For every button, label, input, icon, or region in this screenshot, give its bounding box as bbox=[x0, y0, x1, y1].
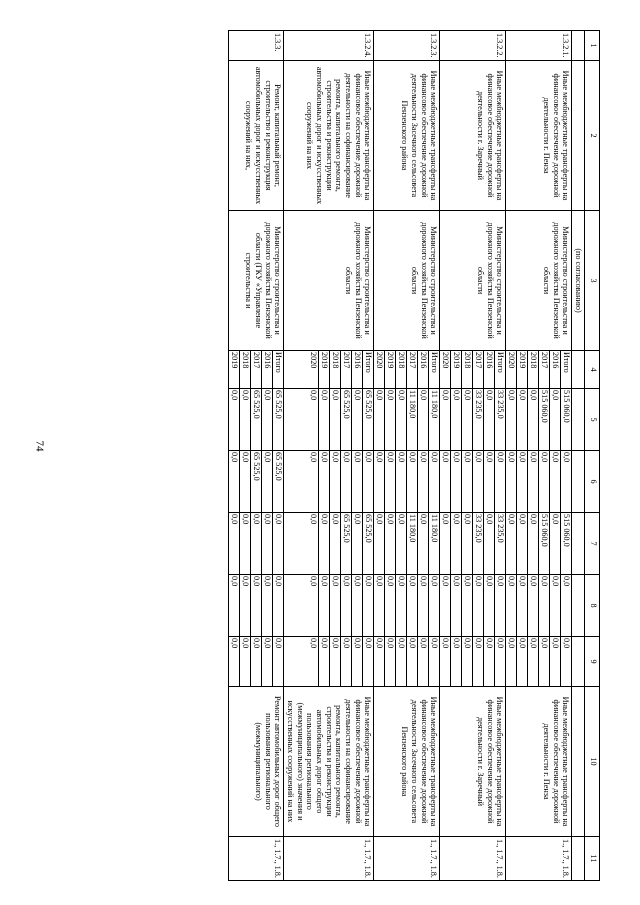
row-col6 bbox=[229, 451, 284, 513]
row-col6-value: 0,0 bbox=[516, 451, 527, 512]
row-col9-value: 0,0 bbox=[483, 637, 494, 686]
row-col6-value: 0,0 bbox=[318, 451, 329, 512]
row-col8-value: 0,0 bbox=[375, 576, 385, 587]
row-years-value: 2019 bbox=[516, 351, 527, 388]
table-row bbox=[440, 31, 506, 881]
row-executor: Министерство строительства и дорожного хозяйства Пензенской области bbox=[374, 211, 440, 351]
row-col5-value: 11 180,0 bbox=[406, 389, 417, 450]
row-col7-value: 0,0 bbox=[461, 513, 472, 574]
row-col6-value: 0,0 bbox=[472, 451, 483, 512]
row-col5-value: 0,0 bbox=[450, 389, 461, 450]
header-col-11: 11 bbox=[585, 837, 600, 881]
row-ref: 1., 1.7., 1.8. bbox=[229, 837, 284, 881]
row-col5-value: 33 235,0 bbox=[472, 389, 483, 450]
row-col7-value: 0,0 bbox=[230, 514, 240, 525]
row-col5-value: 0,0 bbox=[318, 389, 329, 450]
row-years-value: 2016 bbox=[351, 351, 362, 388]
row-col9-value: 0,0 bbox=[527, 637, 538, 686]
row-years-value: 2017 bbox=[538, 351, 549, 388]
row-col6-value: 0,0 bbox=[395, 451, 406, 512]
row-col6-value: 0,0 bbox=[450, 451, 461, 512]
row-col7-value: 515 060,0 bbox=[560, 513, 571, 574]
header-col-5: 5 bbox=[585, 389, 600, 451]
page-number: 74 bbox=[33, 440, 46, 452]
row-col6 bbox=[374, 451, 440, 513]
row-col7 bbox=[374, 513, 440, 575]
header-row bbox=[585, 31, 600, 881]
header-col-3: 3 bbox=[585, 211, 600, 351]
row-code: 1.3.2.2. bbox=[440, 31, 506, 61]
row-col6-value: 0,0 bbox=[538, 451, 549, 512]
row-col9-value: 0,0 bbox=[230, 638, 240, 649]
row-col9-value: 0,0 bbox=[250, 637, 261, 686]
row-col9 bbox=[374, 637, 440, 687]
row-col9-value: 0,0 bbox=[351, 637, 362, 686]
row-ref: 1., 1.7., 1.8. bbox=[284, 837, 374, 881]
row-col8-value: 0,0 bbox=[309, 576, 319, 587]
row-col9-value: 0,0 bbox=[406, 637, 417, 686]
row-years-value: 2016 bbox=[483, 351, 494, 388]
row-name: Иные межбюджетные трансферты на финансовое обеспечение дорожной деятельности г. Заречный bbox=[440, 61, 506, 211]
row-col7-value: 0,0 bbox=[483, 513, 494, 574]
row-col5-value: 0,0 bbox=[239, 389, 250, 450]
row-col7-value: 0,0 bbox=[329, 513, 340, 574]
row-col8-value: 0,0 bbox=[406, 575, 417, 636]
row-col9-value: 0,0 bbox=[395, 637, 406, 686]
row-col7-value: 0,0 bbox=[318, 513, 329, 574]
row-years-value: 2020 bbox=[507, 352, 517, 369]
row-col9-value: 0,0 bbox=[461, 637, 472, 686]
row-col8-value: 0,0 bbox=[527, 575, 538, 636]
row-col6-value: 0,0 bbox=[560, 451, 571, 512]
row-code: 1.3.2.4. bbox=[284, 31, 374, 61]
row-col9-value: 0,0 bbox=[494, 637, 505, 686]
row-col7-value: 65 525,0 bbox=[362, 513, 373, 574]
row-col5 bbox=[374, 389, 440, 451]
row-col7-value: 0,0 bbox=[395, 513, 406, 574]
row-result: Иные межбюджетные трансферты на финансовое обеспечение дорожной деятельности г. Заречный bbox=[440, 687, 506, 837]
row-col6-value: 65 525,0 bbox=[272, 451, 283, 512]
row-code: 1.3.2.1. bbox=[506, 31, 572, 61]
row-col9-value: 0,0 bbox=[472, 637, 483, 686]
row-name: Иные межбюджетные трансферты на финансовое обеспечение дорожной деятельности Засечного сельсовета Пензенского района bbox=[374, 61, 440, 211]
row-col5-value: 0,0 bbox=[395, 389, 406, 450]
row-col9-value: 0,0 bbox=[309, 638, 319, 649]
row-years-value: Итого bbox=[362, 351, 373, 388]
row-years-value: 2017 bbox=[472, 351, 483, 388]
row-result: Иные межбюджетные трансферты на финансовое обеспечение дорожной деятельности на софинансирование ремонта, капитального ремонта, строительства и реконструкции автомобильных дорог общего пользования регионального (межмуниципального) значения и искусственных сооружений на них bbox=[284, 687, 374, 837]
row-col6-value: 65 525,0 bbox=[250, 451, 261, 512]
row-col8-value: 0,0 bbox=[450, 575, 461, 636]
row-col5-value: 0,0 bbox=[329, 389, 340, 450]
row-col7-value: 0,0 bbox=[441, 514, 451, 525]
row-years bbox=[440, 351, 506, 389]
row-years-value: Итого bbox=[560, 351, 571, 388]
row-name: Иные межбюджетные трансферты на финансовое обеспечение дорожной деятельности г. Пенза bbox=[506, 61, 572, 211]
row-col7 bbox=[440, 513, 506, 575]
row-years-value: Итого bbox=[272, 351, 283, 388]
row-years-value: 2019 bbox=[230, 352, 240, 369]
row-col7-value: 0,0 bbox=[549, 513, 560, 574]
row-col9-value: 0,0 bbox=[239, 637, 250, 686]
row-col5 bbox=[284, 389, 374, 451]
row-col8-value: 0,0 bbox=[441, 576, 451, 587]
row-col7-value: 0,0 bbox=[516, 513, 527, 574]
row-col8 bbox=[440, 575, 506, 637]
row-years-value: 2020 bbox=[309, 352, 319, 369]
row-col8-value: 0,0 bbox=[340, 575, 351, 636]
row-col6-value: 0,0 bbox=[261, 451, 272, 512]
row-col9-value: 0,0 bbox=[549, 637, 560, 686]
row-result: Иные межбюджетные трансферты на финансовое обеспечение дорожной деятельности Засечного сельсовета Пензенского района bbox=[374, 687, 440, 837]
row-col9-value: 0,0 bbox=[318, 637, 329, 686]
row-col9-value: 0,0 bbox=[560, 637, 571, 686]
row-years-value: 2018 bbox=[527, 351, 538, 388]
row-col8-value: 0,0 bbox=[318, 575, 329, 636]
row-col7-value: 0,0 bbox=[507, 514, 517, 525]
row-col9 bbox=[229, 637, 284, 687]
row-col5-value: 0,0 bbox=[384, 389, 395, 450]
row-col9 bbox=[440, 637, 506, 687]
row-col5-value: 0,0 bbox=[261, 389, 272, 450]
row-col6 bbox=[284, 451, 374, 513]
row-col8-value: 0,0 bbox=[272, 575, 283, 636]
row-col7-value: 33 235,0 bbox=[472, 513, 483, 574]
row-col7-value: 0,0 bbox=[239, 513, 250, 574]
table-row bbox=[506, 31, 572, 881]
header-col-9: 9 bbox=[585, 637, 600, 687]
row-col6-value: 0,0 bbox=[483, 451, 494, 512]
row-col7-value: 65 525,0 bbox=[340, 513, 351, 574]
row-col5-value: 0,0 bbox=[507, 390, 517, 401]
row-years-value: 2018 bbox=[239, 351, 250, 388]
row-col9-value: 0,0 bbox=[329, 637, 340, 686]
header-col-4: 4 bbox=[585, 351, 600, 389]
row-result: Ремонт автомобильных дорог общего пользования регионального (межмуниципального) bbox=[229, 687, 284, 837]
row-col6-value: 0,0 bbox=[362, 451, 373, 512]
row-col8-value: 0,0 bbox=[384, 575, 395, 636]
row-years-value: 2019 bbox=[318, 351, 329, 388]
row-col6-value: 0,0 bbox=[230, 452, 240, 463]
row-col5-value: 515 060,0 bbox=[560, 389, 571, 450]
row-col6-value: 0,0 bbox=[406, 451, 417, 512]
row-col8-value: 0,0 bbox=[560, 575, 571, 636]
row-col6-value: 0,0 bbox=[340, 451, 351, 512]
row-col8-value: 0,0 bbox=[483, 575, 494, 636]
row-col6-value: 0,0 bbox=[507, 452, 517, 463]
row-col8-value: 0,0 bbox=[261, 575, 272, 636]
row-col7-value: 33 235,0 bbox=[494, 513, 505, 574]
row-col6-value: 0,0 bbox=[239, 451, 250, 512]
row-col6-value: 0,0 bbox=[549, 451, 560, 512]
row-col9-value: 0,0 bbox=[516, 637, 527, 686]
table-row bbox=[229, 31, 284, 881]
row-years-value: 2016 bbox=[261, 351, 272, 388]
row-col7-value: 0,0 bbox=[527, 513, 538, 574]
row-col9-value: 0,0 bbox=[362, 637, 373, 686]
row-years-value: 2019 bbox=[450, 351, 461, 388]
row-col7-value: 0,0 bbox=[417, 513, 428, 574]
row-col6-value: 0,0 bbox=[494, 451, 505, 512]
row-col9-value: 0,0 bbox=[272, 637, 283, 686]
row-col8 bbox=[374, 575, 440, 637]
row-col7-value: 11 180,0 bbox=[428, 513, 439, 574]
row-result: Иные межбюджетные трансферты на финансовое обеспечение дорожной деятельности г. Пенза bbox=[506, 687, 572, 837]
row-col7-value: 0,0 bbox=[261, 513, 272, 574]
header-col-10: 10 bbox=[585, 687, 600, 837]
row-col8-value: 0,0 bbox=[472, 575, 483, 636]
budget-table bbox=[228, 30, 600, 881]
row-col7-value: 0,0 bbox=[384, 513, 395, 574]
row-col9-value: 0,0 bbox=[507, 638, 517, 649]
header-col-1: 1 bbox=[585, 31, 600, 61]
row-col6-value: 0,0 bbox=[384, 451, 395, 512]
row-col9-value: 0,0 bbox=[384, 637, 395, 686]
row-col5-value: 0,0 bbox=[483, 389, 494, 450]
row-col6-value: 0,0 bbox=[329, 451, 340, 512]
row-years-value: 2017 bbox=[406, 351, 417, 388]
row-col8-value: 0,0 bbox=[329, 575, 340, 636]
row-col5-value: 0,0 bbox=[375, 390, 385, 401]
row-col5-value: 0,0 bbox=[441, 390, 451, 401]
row-col7-value: 11 180,0 bbox=[406, 513, 417, 574]
row-years-value: 2018 bbox=[395, 351, 406, 388]
note-row bbox=[572, 31, 585, 881]
row-col8-value: 0,0 bbox=[351, 575, 362, 636]
row-years-value: 2017 bbox=[340, 351, 351, 388]
row-col5-value: 65 525,0 bbox=[250, 389, 261, 450]
row-executor: Министерство строительства и дорожного хозяйства Пензенской области bbox=[506, 211, 572, 351]
row-col5-value: 0,0 bbox=[527, 389, 538, 450]
row-years-value: Итого bbox=[494, 351, 505, 388]
row-col7-value: 0,0 bbox=[272, 513, 283, 574]
row-col5-value: 11 180,0 bbox=[428, 389, 439, 450]
row-years bbox=[506, 351, 572, 389]
row-col7-value: 0,0 bbox=[309, 514, 319, 525]
note-cell: (по согласованию) bbox=[572, 211, 585, 351]
row-years-value: 2016 bbox=[549, 351, 560, 388]
row-col5-value: 33 235,0 bbox=[494, 389, 505, 450]
row-years-value: 2020 bbox=[375, 352, 385, 369]
row-col8-value: 0,0 bbox=[362, 575, 373, 636]
row-col9-value: 0,0 bbox=[428, 637, 439, 686]
table-row bbox=[374, 31, 440, 881]
row-col5-value: 65 525,0 bbox=[272, 389, 283, 450]
row-code: 1.3.3. bbox=[229, 31, 284, 61]
row-col8-value: 0,0 bbox=[549, 575, 560, 636]
row-years-value: Итого bbox=[428, 351, 439, 388]
row-years-value: 2017 bbox=[250, 351, 261, 388]
row-col9-value: 0,0 bbox=[261, 637, 272, 686]
row-col6 bbox=[506, 451, 572, 513]
row-col8-value: 0,0 bbox=[230, 576, 240, 587]
row-col7-value: 0,0 bbox=[351, 513, 362, 574]
row-col7-value: 0,0 bbox=[375, 514, 385, 525]
row-years-value: 2018 bbox=[461, 351, 472, 388]
header-col-8: 8 bbox=[585, 575, 600, 637]
row-years bbox=[284, 351, 374, 389]
row-executor: Министерство строительства и дорожного хозяйства Пензенской области (ГКУ «Управление строительства и bbox=[229, 211, 284, 351]
header-col-7: 7 bbox=[585, 513, 600, 575]
row-col8-value: 0,0 bbox=[516, 575, 527, 636]
row-col5-value: 515 060,0 bbox=[538, 389, 549, 450]
row-col8 bbox=[284, 575, 374, 637]
row-col5-value: 0,0 bbox=[461, 389, 472, 450]
row-col8 bbox=[506, 575, 572, 637]
row-col5-value: 0,0 bbox=[516, 389, 527, 450]
row-col9-value: 0,0 bbox=[375, 638, 385, 649]
row-col6-value: 0,0 bbox=[428, 451, 439, 512]
row-col9-value: 0,0 bbox=[441, 638, 451, 649]
row-col8-value: 0,0 bbox=[507, 576, 517, 587]
row-col5 bbox=[440, 389, 506, 451]
row-col6-value: 0,0 bbox=[527, 451, 538, 512]
row-years-value: 2016 bbox=[417, 351, 428, 388]
row-ref: 1., 1.7., 1.8. bbox=[440, 837, 506, 881]
row-col7 bbox=[506, 513, 572, 575]
row-col8-value: 0,0 bbox=[250, 575, 261, 636]
row-col7 bbox=[284, 513, 374, 575]
row-col9-value: 0,0 bbox=[450, 637, 461, 686]
row-code: 1.3.2.3. bbox=[374, 31, 440, 61]
row-col9 bbox=[284, 637, 374, 687]
rotated-table-wrapper bbox=[80, 30, 600, 880]
header-col-2: 2 bbox=[585, 61, 600, 211]
row-col6-value: 0,0 bbox=[461, 451, 472, 512]
row-col8-value: 0,0 bbox=[538, 575, 549, 636]
row-years bbox=[229, 351, 284, 389]
row-col8-value: 0,0 bbox=[428, 575, 439, 636]
row-col5 bbox=[229, 389, 284, 451]
row-col5-value: 0,0 bbox=[351, 389, 362, 450]
row-col8 bbox=[229, 575, 284, 637]
header-col-6: 6 bbox=[585, 451, 600, 513]
row-years bbox=[374, 351, 440, 389]
row-ref: 1., 1.7., 1.8. bbox=[506, 837, 572, 881]
table-body bbox=[229, 31, 585, 881]
row-col8-value: 0,0 bbox=[494, 575, 505, 636]
row-col5 bbox=[506, 389, 572, 451]
row-col6-value: 0,0 bbox=[417, 451, 428, 512]
row-col9-value: 0,0 bbox=[417, 637, 428, 686]
row-col7 bbox=[229, 513, 284, 575]
row-col8-value: 0,0 bbox=[395, 575, 406, 636]
row-col6-value: 0,0 bbox=[375, 452, 385, 463]
row-name: Ремонт, капитальный ремонт, строительство и реконструкция автомобильных дорог и искусственных сооружений на них, bbox=[229, 61, 284, 211]
row-ref: 1., 1.7., 1.8. bbox=[374, 837, 440, 881]
row-col7-value: 515 060,0 bbox=[538, 513, 549, 574]
row-col5-value: 0,0 bbox=[417, 389, 428, 450]
row-col5-value: 65 525,0 bbox=[340, 389, 351, 450]
row-col8-value: 0,0 bbox=[239, 575, 250, 636]
row-name: Иные межбюджетные трансферты на финансовое обеспечение дорожной деятельности на софинансирование ремонта, капитального ремонта, строительства и реконструкции автомобильных дорог и искусственных сооружений на них bbox=[284, 61, 374, 211]
row-col6-value: 0,0 bbox=[309, 452, 319, 463]
row-col5-value: 65 525,0 bbox=[362, 389, 373, 450]
row-col7-value: 0,0 bbox=[250, 513, 261, 574]
row-executor: Министерство строительства и дорожного хозяйства Пензенской области bbox=[440, 211, 506, 351]
row-years-value: 2020 bbox=[441, 352, 451, 369]
row-col6 bbox=[440, 451, 506, 513]
row-col6-value: 0,0 bbox=[351, 451, 362, 512]
row-col5-value: 0,0 bbox=[549, 389, 560, 450]
row-col7-value: 0,0 bbox=[450, 513, 461, 574]
row-executor: Министерство строительства и дорожного хозяйства Пензенской области bbox=[284, 211, 374, 351]
row-col8-value: 0,0 bbox=[417, 575, 428, 636]
row-col9-value: 0,0 bbox=[340, 637, 351, 686]
row-col5-value: 0,0 bbox=[230, 390, 240, 401]
row-col5-value: 0,0 bbox=[309, 390, 319, 401]
row-years-value: 2019 bbox=[384, 351, 395, 388]
row-col6-value: 0,0 bbox=[441, 452, 451, 463]
row-col9-value: 0,0 bbox=[538, 637, 549, 686]
row-col8-value: 0,0 bbox=[461, 575, 472, 636]
row-col9 bbox=[506, 637, 572, 687]
row-years-value: 2018 bbox=[329, 351, 340, 388]
table-row bbox=[284, 31, 374, 881]
document-page bbox=[80, 30, 600, 880]
